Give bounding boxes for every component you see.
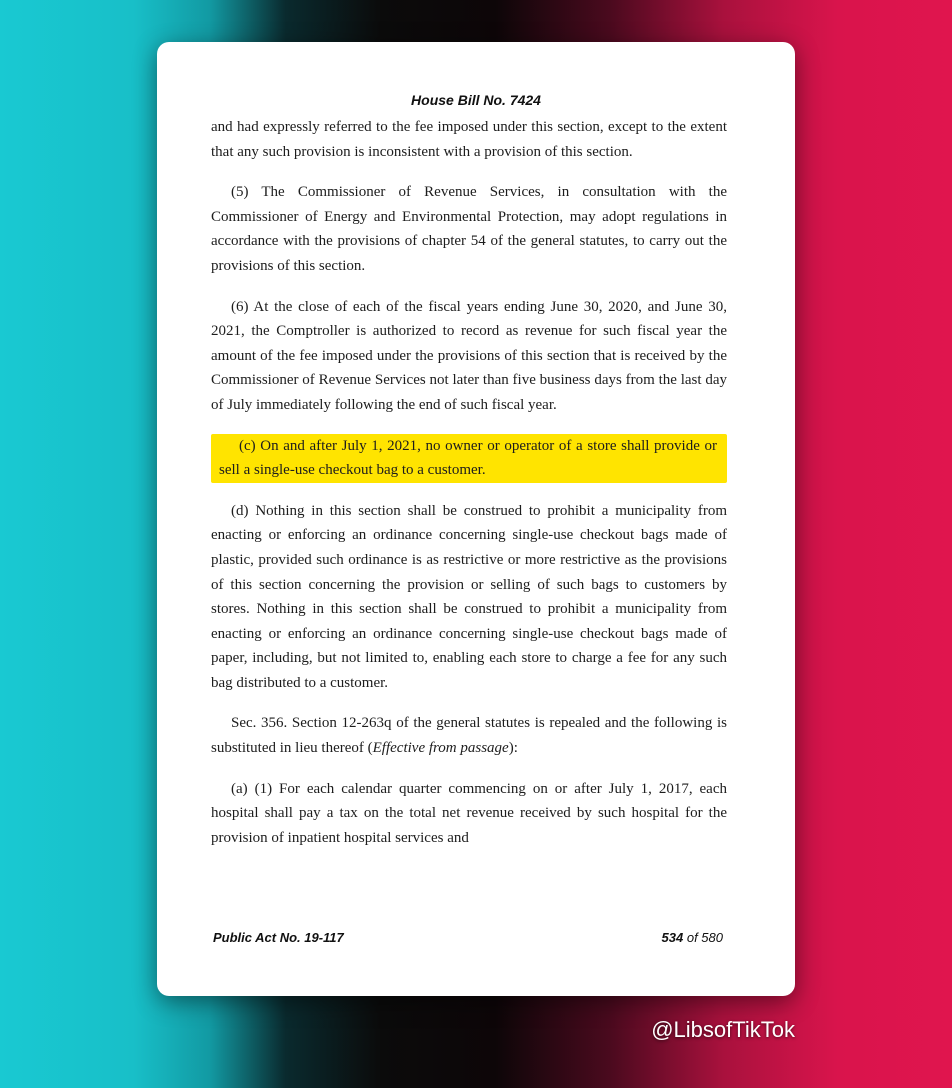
- paragraph-5: (5) The Commissioner of Revenue Services, in consultation with the Commissioner of Energy and Environmental Protection, may adopt regulations in accordance with the provisions of chapter 54 of the general statutes, to carry out the provisions of this section.: [211, 184, 727, 274]
- highlighted-paragraph-c: (c) On and after July 1, 2021, no owner or operator of a store shall provide or sell a single-use checkout bag to a customer.: [211, 434, 727, 483]
- paragraph-a-1: (a) (1) For each calendar quarter commencing on or after July 1, 2017, each hospital shall pay a tax on the total net revenue received by such hospital for the provision of inpatient hospital services and: [211, 780, 727, 846]
- footer-page-number: [662, 930, 723, 945]
- effective-note: Effective from passage: [372, 740, 509, 757]
- watermark-handle: @LibsofTikTok: [651, 1017, 795, 1042]
- sec-356-text: Sec. 356. Section 12-263q of the general statutes is repealed and the following is substituted in lieu thereof (: [211, 715, 727, 757]
- page-header: House Bill No. 7424: [411, 92, 541, 108]
- current-page: 534: [661, 930, 684, 945]
- total-pages: of 580: [686, 930, 723, 945]
- document-body: [211, 115, 727, 866]
- sec-356-close: ):: [508, 740, 518, 757]
- paragraph-d: (d) Nothing in this section shall be construed to prohibit a municipality from enacting or enforcing an ordinance concerning single-use checkout bags made of plastic, provided such ordinance is as restrictive or more restrictive as the provisions of this section concerning the provision or selling of such bags to customers by stores. Nothing in this section shall be construed to prohibit a municipality from enacting or enforcing an ordinance concerning single-use checkout bags made of paper, including, but not limited to, enabling each store to charge a fee for any such bag distributed to a customer.: [211, 502, 727, 691]
- document-page: [157, 42, 795, 996]
- paragraph-6: (6) At the close of each of the fiscal years ending June 30, 2020, and June 30, 2021, the Comptroller is authorized to record as revenue for such fiscal year the amount of the fee imposed under the provisions of this section that is received by the Commissioner of Revenue Services not later than five business days from the last day of July immediately following the end of such fiscal year.: [211, 298, 727, 413]
- footer-act-number: Public Act No. 19-117: [213, 930, 344, 945]
- paragraph-continuation: and had expressly referred to the fee imposed under this section, except to the extent that any such provision is inconsistent with a provision of this section.: [211, 119, 727, 160]
- paragraph-sec-356: [211, 711, 727, 760]
